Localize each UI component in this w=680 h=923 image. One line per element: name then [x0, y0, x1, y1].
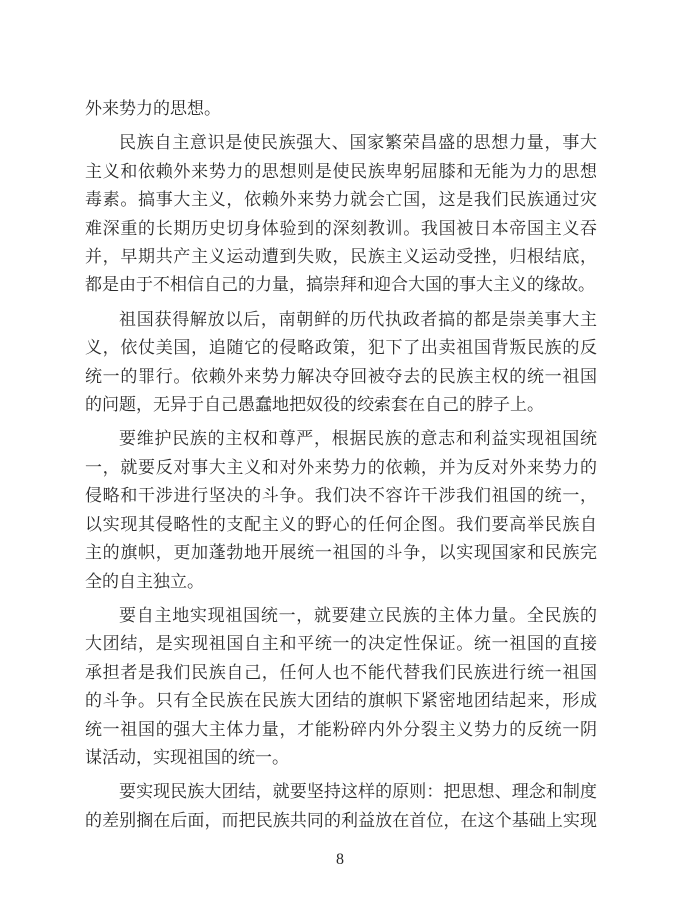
- text-line: 的差别搁在后面，而把民族共同的利益放在首位，在这个基础上实现: [85, 810, 597, 830]
- text-line: 祖国获得解放以后，南朝鲜的历代执政者搞的都是崇美事大主: [119, 309, 597, 329]
- text-line: 一，就要反对事大主义和对外来势力的依赖，并为反对外来势力的: [85, 457, 597, 477]
- text-line: 全的自主独立。: [85, 571, 204, 591]
- paragraph: [85, 602, 597, 772]
- text-line: 侵略和干涉进行坚决的斗争。我们决不容许干涉我们祖国的统一，: [85, 486, 597, 506]
- paragraph: [85, 129, 597, 299]
- text-line: 民族自主意识是使民族强大、国家繁荣昌盛的思想力量，事大: [119, 133, 597, 153]
- text-line: 的问题，无异于自己愚蠢地把奴役的绞索套在自己的脖子上。: [85, 395, 544, 415]
- text-line: 都是由于不相信自己的力量，搞崇拜和迎合大国的事大主义的缘故。: [85, 275, 595, 295]
- text-line: 主的旗帜，更加蓬勃地开展统一祖国的斗争，以实现国家和民族完: [85, 543, 597, 563]
- text-line: 外来势力的思想。: [85, 99, 221, 118]
- text-line: 以实现其侵略性的支配主义的野心的任何企图。我们要高举民族自: [85, 514, 597, 534]
- paragraph: [85, 306, 597, 420]
- paragraph: [85, 95, 597, 123]
- text-line: 要自主地实现祖国统一，就要建立民族的主体力量。全民族的: [119, 605, 597, 625]
- text-line: 并，早期共产主义运动遭到失败，民族主义运动受挫，归根结底，: [85, 247, 597, 267]
- text-line: 难深重的长期历史切身体验到的深刻教训。我国被日本帝国主义吞: [85, 218, 597, 238]
- paragraph: [85, 425, 597, 595]
- text-line: 承担者是我们民族自己，任何人也不能代替我们民族进行统一祖国: [85, 662, 597, 682]
- page-number: 8: [336, 851, 344, 868]
- text-line: 统一的罪行。依赖外来势力解决夺回被夺去的民族主权的统一祖国: [85, 366, 597, 386]
- text-line: 主义和依赖外来势力的思想则是使民族卑躬屈膝和无能为力的思想: [85, 161, 597, 181]
- text-line: 谋活动，实现祖国的统一。: [85, 747, 289, 767]
- page-text-block: [85, 95, 597, 841]
- paragraph: [85, 778, 597, 835]
- text-line: 大团结，是实现祖国自主和平统一的决定性保证。统一祖国的直接: [85, 634, 597, 654]
- text-line: 统一祖国的强大主体力量，才能粉碎内外分裂主义势力的反统一阴: [85, 719, 597, 739]
- text-line: 的斗争。只有全民族在民族大团结的旗帜下紧密地团结起来，形成: [85, 691, 597, 711]
- text-line: 要维护民族的主权和尊严，根据民族的意志和利益实现祖国统: [119, 429, 597, 449]
- text-line: 义，依仗美国，追随它的侵略政策，犯下了出卖祖国背叛民族的反: [85, 338, 597, 358]
- text-line: 要实现民族大团结，就要坚持这样的原则：把思想、理念和制度: [119, 782, 597, 802]
- text-line: 毒素。搞事大主义，依赖外来势力就会亡国，这是我们民族通过灾: [85, 190, 597, 210]
